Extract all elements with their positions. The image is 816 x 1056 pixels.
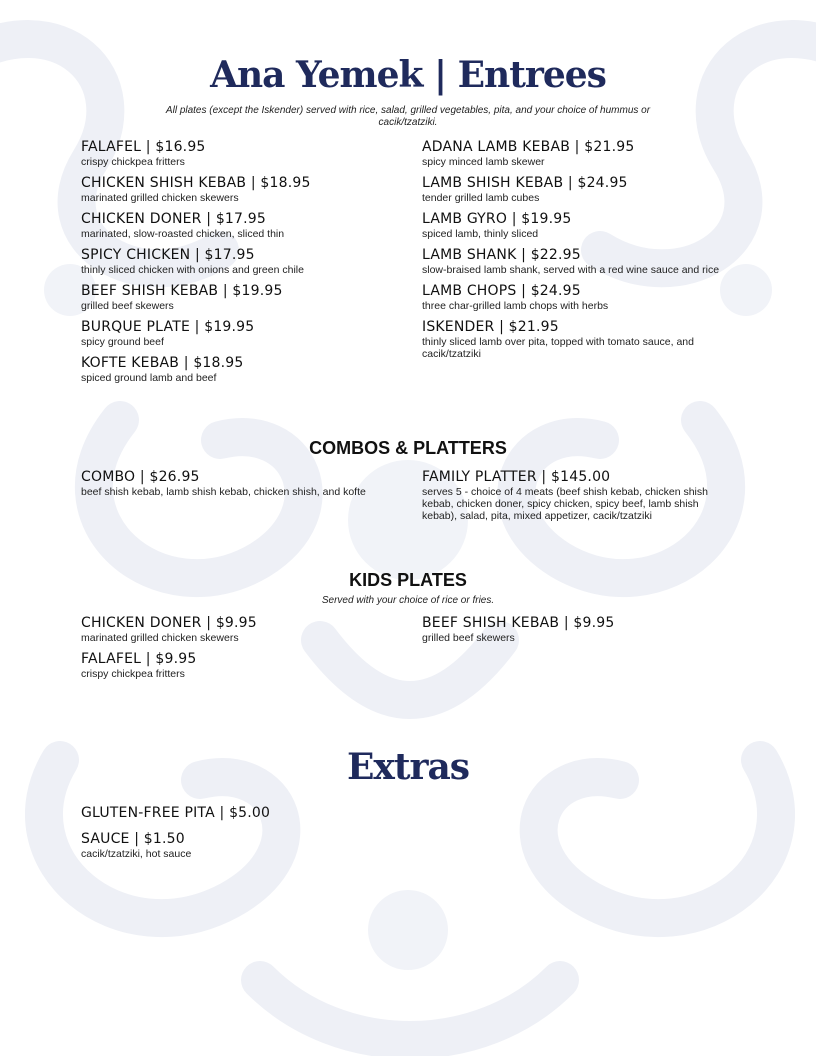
menu-item	[422, 211, 722, 240]
item-desc: tender grilled lamb cubes	[422, 192, 540, 204]
item-name: COMBO | $26.95	[81, 469, 200, 485]
item-desc: three char-grilled lamb chops with herbs	[422, 300, 609, 312]
combos-left-column	[81, 469, 381, 505]
menu-item	[422, 319, 722, 360]
item-name: LAMB GYRO | $19.95	[422, 211, 572, 227]
item-name: FALAFEL | $16.95	[81, 139, 206, 155]
entrees-title: Ana Yemek | Entrees	[210, 54, 606, 96]
menu-item	[81, 139, 381, 168]
menu-item	[422, 139, 722, 168]
item-desc: spiced lamb, thinly sliced	[422, 228, 539, 240]
combos-right-column	[422, 469, 722, 529]
menu-item	[422, 175, 722, 204]
extras-title: Extras	[346, 746, 470, 788]
menu-item	[422, 615, 722, 644]
menu-item	[422, 469, 722, 522]
item-desc: thinly sliced lamb over pita, topped with tomato sauce, and cacik/tzatziki	[422, 336, 694, 360]
item-desc: marinated, slow-roasted chicken, sliced thin	[81, 228, 285, 240]
item-desc: grilled beef skewers	[422, 632, 515, 644]
item-desc: crispy chickpea fritters	[81, 668, 185, 680]
item-name: ADANA LAMB KEBAB | $21.95	[422, 139, 635, 155]
extras-column	[81, 805, 381, 867]
item-name: LAMB CHOPS | $24.95	[422, 283, 581, 299]
item-name: BURQUE PLATE | $19.95	[81, 319, 255, 335]
item-desc: marinated grilled chicken skewers	[81, 192, 239, 204]
item-name: FAMILY PLATTER | $145.00	[422, 469, 611, 485]
menu-item	[81, 355, 381, 384]
item-name: LAMB SHANK | $22.95	[422, 247, 581, 263]
item-desc: crispy chickpea fritters	[81, 156, 185, 168]
item-desc: marinated grilled chicken skewers	[81, 632, 239, 644]
menu-item	[81, 615, 381, 644]
menu-item	[81, 247, 381, 276]
item-desc: thinly sliced chicken with onions and green chile	[81, 264, 304, 276]
item-name: SPICY CHICKEN | $17.95	[81, 247, 255, 263]
item-name: CHICKEN SHISH KEBAB | $18.95	[81, 175, 311, 191]
menu-item	[81, 175, 381, 204]
item-desc: serves 5 - choice of 4 meats (beef shish kebab, chicken shish kebab, chicken doner, spicy chicken, spicy beef, lamb shish kebab), salad, pita, mixed appetizer, cacik/tzatziki	[422, 486, 708, 522]
kids-right-column	[422, 615, 722, 651]
entrees-right-column	[422, 139, 722, 367]
entrees-left-column	[81, 139, 381, 391]
item-name: ISKENDER | $21.95	[422, 319, 559, 335]
kids-left-column	[81, 615, 381, 687]
item-name: GLUTEN-FREE PITA | $5.00	[81, 805, 271, 821]
item-desc: spiced ground lamb and beef	[81, 372, 217, 384]
item-desc: slow-braised lamb shank, served with a red wine sauce and rice	[422, 264, 720, 276]
item-name: CHICKEN DONER | $9.95	[81, 615, 257, 631]
combos-heading: COMBOS & PLATTERS	[309, 438, 507, 458]
item-desc: beef shish kebab, lamb shish kebab, chicken shish, and kofte	[81, 486, 366, 498]
menu-item	[81, 283, 381, 312]
kids-heading: KIDS PLATES	[349, 570, 467, 590]
item-name: SAUCE | $1.50	[81, 831, 185, 847]
item-desc: spicy ground beef	[81, 336, 164, 348]
item-desc: cacik/tzatziki, hot sauce	[81, 848, 192, 860]
menu-item	[81, 319, 381, 348]
item-desc: grilled beef skewers	[81, 300, 174, 312]
item-name: BEEF SHISH KEBAB | $9.95	[422, 615, 615, 631]
entrees-note: All plates (except the Iskender) served with rice, salad, grilled vegetables, pita, and your choice of hummus or cacik/tzatziki.	[165, 105, 651, 128]
kids-note: Served with your choice of rice or fries.	[321, 595, 495, 606]
item-name: CHICKEN DONER | $17.95	[81, 211, 267, 227]
item-name: LAMB SHISH KEBAB | $24.95	[422, 175, 628, 191]
menu-item	[81, 831, 381, 860]
item-name: FALAFEL | $9.95	[81, 651, 197, 667]
menu-item	[422, 247, 722, 276]
menu-item	[81, 651, 381, 680]
item-desc: spicy minced lamb skewer	[422, 156, 545, 168]
menu-item	[81, 805, 381, 822]
item-name: BEEF SHISH KEBAB | $19.95	[81, 283, 283, 299]
item-name: KOFTE KEBAB | $18.95	[81, 355, 244, 371]
menu-item	[81, 211, 381, 240]
menu-item	[81, 469, 381, 498]
menu-item	[422, 283, 722, 312]
